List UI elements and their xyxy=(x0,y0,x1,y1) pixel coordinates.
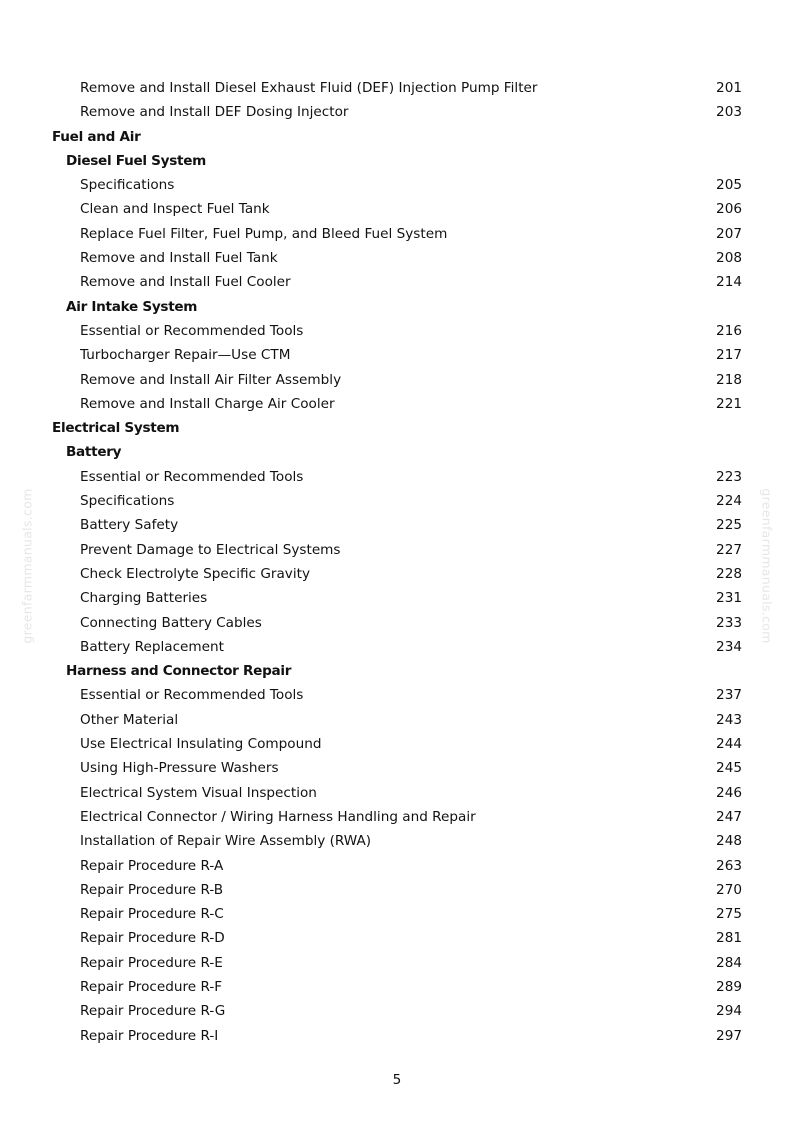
toc-entry[interactable] xyxy=(0,197,794,221)
toc-section-heading[interactable] xyxy=(0,125,794,149)
toc-entry-page: 248 xyxy=(716,833,742,850)
toc-entry-page: 201 xyxy=(716,80,742,96)
toc-entry-title: Other Material xyxy=(80,711,179,728)
toc-entry-title: Turbocharger Repair—Use CTM xyxy=(80,347,291,364)
toc-entry-page: 233 xyxy=(716,614,742,631)
toc-entry[interactable] xyxy=(0,76,794,100)
toc-entry-page: 225 xyxy=(716,517,742,534)
toc-entry-title: Battery Replacement xyxy=(80,638,224,655)
toc-entry[interactable] xyxy=(0,562,794,586)
toc-entry[interactable] xyxy=(0,926,794,950)
toc-entry-title: Installation of Repair Wire Assembly (RWA) xyxy=(80,833,372,850)
toc-entry-title: Harness and Connector Repair xyxy=(66,663,292,680)
toc-entry-title: Electrical System xyxy=(52,420,180,437)
toc-section-heading[interactable] xyxy=(0,416,794,440)
toc-entry-title: Essential or Recommended Tools xyxy=(80,322,304,339)
toc-entry-title: Remove and Install Fuel Tank xyxy=(80,250,278,267)
toc-entry[interactable] xyxy=(0,513,794,537)
toc-entry[interactable] xyxy=(0,392,794,416)
page-number: 5 xyxy=(392,1072,402,1088)
toc-entry[interactable] xyxy=(0,756,794,780)
toc-entry[interactable] xyxy=(0,538,794,562)
toc-entry-title: Diesel Fuel System xyxy=(66,152,206,169)
toc-entry-page: 218 xyxy=(716,371,742,388)
toc-entry-title: Repair Procedure R-F xyxy=(80,978,223,995)
toc-entry-title: Repair Procedure R-C xyxy=(80,906,224,923)
toc-entry-page: 247 xyxy=(716,808,742,825)
watermark-right: greenfarmmanuals.com xyxy=(759,488,775,644)
toc-entry-title: Essential or Recommended Tools xyxy=(80,687,304,704)
toc-entry-page: 221 xyxy=(716,395,742,412)
toc-entry-page: 203 xyxy=(716,104,742,121)
toc-entry-title: Replace Fuel Filter, Fuel Pump, and Bleed Fuel System xyxy=(80,225,448,242)
toc-entry[interactable] xyxy=(0,708,794,732)
toc-entry-title: Prevent Damage to Electrical Systems xyxy=(80,541,341,558)
toc-entry-page: 224 xyxy=(716,493,742,510)
toc-entry-title: Repair Procedure R-G xyxy=(80,1003,226,1020)
toc-entry-page: 205 xyxy=(716,177,742,194)
toc-subsection-heading[interactable] xyxy=(0,440,794,464)
toc-entry-title: Air Intake System xyxy=(66,298,198,315)
toc-entry[interactable] xyxy=(0,100,794,124)
toc-entry-page: 289 xyxy=(716,978,742,995)
watermark-left: greenfarmmanuals.com xyxy=(19,488,35,644)
toc-entry[interactable] xyxy=(0,368,794,392)
toc-entry-page: 214 xyxy=(716,274,742,291)
toc-entry[interactable] xyxy=(0,902,794,926)
toc-entry-page: 243 xyxy=(716,711,742,728)
toc-entry[interactable] xyxy=(0,586,794,610)
toc-entry-title: Battery xyxy=(66,444,122,461)
toc-entry[interactable] xyxy=(0,611,794,635)
toc-entry[interactable] xyxy=(0,465,794,489)
toc-entry-page: 223 xyxy=(716,468,742,485)
toc-entry-title: Repair Procedure R-B xyxy=(80,881,224,898)
toc-entry-page: 206 xyxy=(716,201,742,218)
toc-entry-page: 237 xyxy=(716,687,742,704)
toc-entry[interactable] xyxy=(0,683,794,707)
toc-entry[interactable] xyxy=(0,951,794,975)
toc-entry-title: Remove and Install Fuel Cooler xyxy=(80,274,291,291)
toc-entry[interactable] xyxy=(0,854,794,878)
toc-entry-title: Check Electrolyte Specific Gravity xyxy=(80,565,310,582)
toc-entry-title: Remove and Install Charge Air Cooler xyxy=(80,395,335,412)
toc-entry[interactable] xyxy=(0,781,794,805)
toc-entry-title: Electrical Connector / Wiring Harness Handling and Repair xyxy=(80,808,476,825)
toc-entry-page: 263 xyxy=(716,857,742,874)
toc-subsection-heading[interactable] xyxy=(0,149,794,173)
toc-entry-title: Electrical System Visual Inspection xyxy=(80,784,317,801)
toc-entry[interactable] xyxy=(0,805,794,829)
toc-entry-title: Battery Safety xyxy=(80,517,179,534)
toc-entry-page: 245 xyxy=(716,760,742,777)
toc-entry[interactable] xyxy=(0,829,794,853)
toc-entry-page: 275 xyxy=(716,906,742,923)
toc-entry-title: Fuel and Air xyxy=(52,128,141,145)
toc-entry[interactable] xyxy=(0,319,794,343)
toc-entry-title: Remove and Install Air Filter Assembly xyxy=(80,371,342,388)
toc-entry[interactable] xyxy=(0,343,794,367)
toc-entry-page: 207 xyxy=(716,225,742,242)
toc-entry-page: 281 xyxy=(716,930,742,947)
toc-entry-title: Repair Procedure R-D xyxy=(80,930,225,947)
toc-entry-page: 208 xyxy=(716,250,742,267)
toc-entry-page: 297 xyxy=(716,1027,742,1044)
toc-entry-title: Remove and Install Diesel Exhaust Fluid (DEF) Injection Pump Filter xyxy=(80,80,538,96)
toc-entry[interactable] xyxy=(0,173,794,197)
toc-entry-title: Specifications xyxy=(80,177,175,194)
toc-entry-title: Remove and Install DEF Dosing Injector xyxy=(80,104,349,121)
toc-entry-page: 216 xyxy=(716,322,742,339)
toc-entry-title: Repair Procedure R-A xyxy=(80,857,224,874)
toc-entry-page: 217 xyxy=(716,347,742,364)
toc-entry[interactable] xyxy=(0,246,794,270)
toc-entry-page: 244 xyxy=(716,736,742,753)
toc-entry-page: 231 xyxy=(716,590,742,607)
toc-subsection-heading[interactable] xyxy=(0,659,794,683)
toc-entry-title: Charging Batteries xyxy=(80,590,208,607)
toc-entry-title: Connecting Battery Cables xyxy=(80,614,262,631)
toc-entry-title: Specifications xyxy=(80,493,175,510)
toc-entry[interactable] xyxy=(0,270,794,294)
toc-entry-title: Use Electrical Insulating Compound xyxy=(80,736,322,753)
toc-subsection-heading[interactable] xyxy=(0,295,794,319)
toc-entry[interactable] xyxy=(0,635,794,659)
toc-entry-title: Repair Procedure R-E xyxy=(80,954,223,971)
toc-entry-page: 228 xyxy=(716,565,742,582)
table-of-contents xyxy=(0,76,794,1048)
toc-entry[interactable] xyxy=(0,878,794,902)
toc-entry-page: 246 xyxy=(716,784,742,801)
toc-entry[interactable] xyxy=(0,222,794,246)
toc-entry-title: Clean and Inspect Fuel Tank xyxy=(80,201,270,218)
toc-entry-page: 270 xyxy=(716,881,742,898)
toc-entry-page: 284 xyxy=(716,954,742,971)
toc-entry-page: 234 xyxy=(716,638,742,655)
toc-entry[interactable] xyxy=(0,999,794,1023)
toc-entry[interactable] xyxy=(0,1024,794,1048)
toc-entry-title: Using High-Pressure Washers xyxy=(80,760,279,777)
toc-entry[interactable] xyxy=(0,975,794,999)
toc-entry[interactable] xyxy=(0,732,794,756)
toc-entry-title: Essential or Recommended Tools xyxy=(80,468,304,485)
toc-entry-title: Repair Procedure R-I xyxy=(80,1027,219,1044)
toc-entry-page: 294 xyxy=(716,1003,742,1020)
toc-entry-page: 227 xyxy=(716,541,742,558)
toc-entry[interactable] xyxy=(0,489,794,513)
